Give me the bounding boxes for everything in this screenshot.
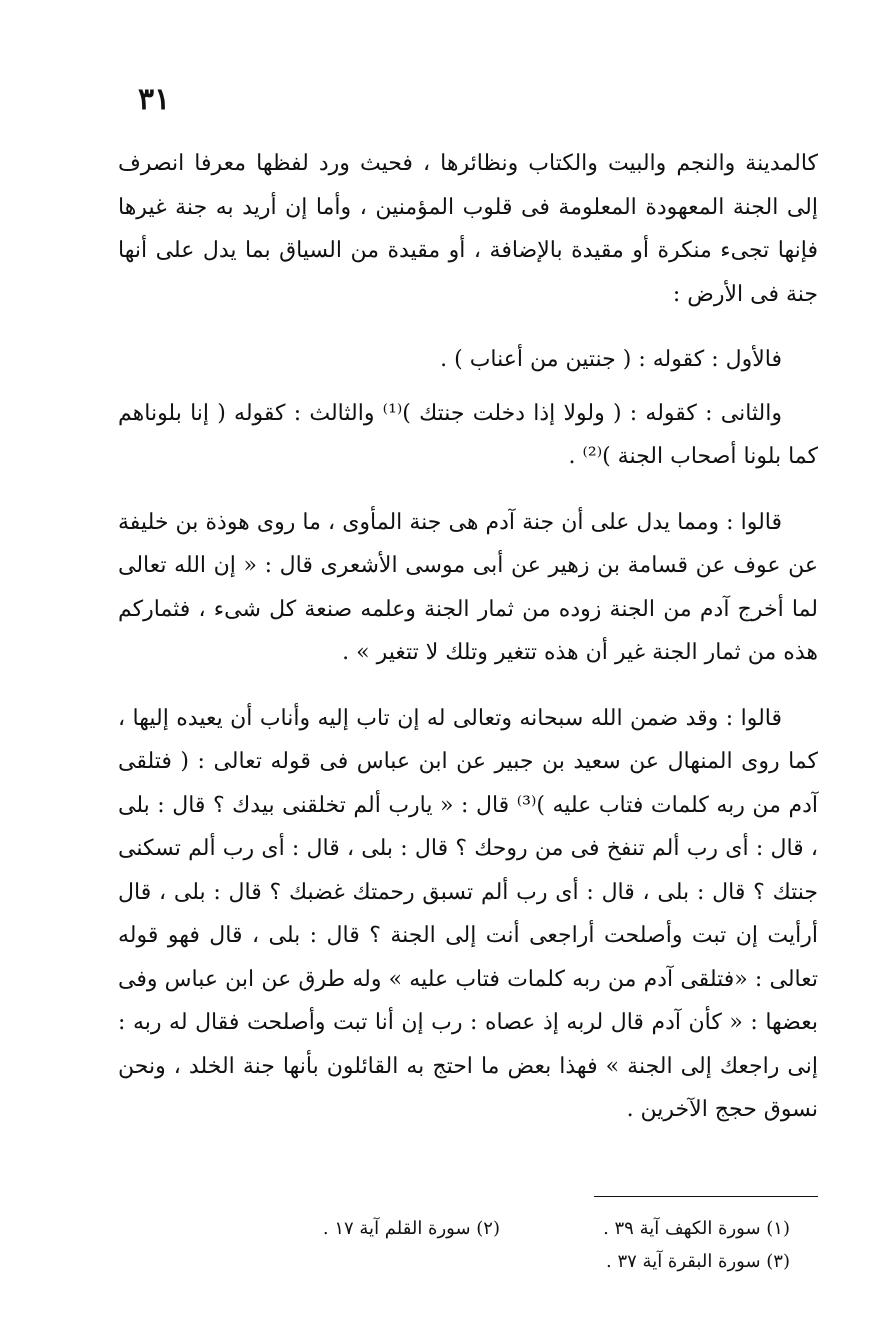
paragraph-hawdha-narration: قالوا : ومما يدل على أن جنة آدم هى جنة المأوى ، ما روى هوذة بن خليفة عن عوف عن قسامة بن زهير عن أبى موسى الأشعرى قال : « إن الله تعالى لما أخرج آدم من الجنة زوده من ثمار الجنة وعلمه صنعة كل شىء ، فثماركم هذه من ثمار الجنة غير أن هذه تتغير وتلك لا تتغير » . bbox=[118, 509, 818, 665]
footnote-divider bbox=[594, 1196, 818, 1197]
paragraph-intro: كالمدينة والنجم والبيت والكتاب ونظائرها ، فحيث ورد لفظها معرفا انصرف إلى الجنة المعهودة المعلومة فى قلوب المؤمنين ، وأما إن أريد به جنة غيرها فإنها تجىء منكرة أو مقيدة بالإضافة ، أو مقيدة من السياق بما يدل على أنها جنة فى الأرض : bbox=[118, 151, 818, 307]
paragraph-second-third-case: والثانى : كقوله : ( ولولا إذا دخلت جنتك )⁽¹⁾ والثالث : كقوله ( إنا بلوناهم كما بلونا أصحاب الجنة )⁽²⁾ . bbox=[118, 400, 818, 469]
main-text bbox=[118, 142, 818, 1132]
footnote-3: (٣) سورة البقرة آية ٣٧ . bbox=[606, 1251, 790, 1272]
page-number: ٣١ bbox=[138, 82, 171, 117]
footnotes bbox=[250, 1212, 790, 1278]
footnote-2: (٢) سورة القلم آية ١٧ . bbox=[322, 1218, 500, 1239]
paragraph-minhal-narration: قالوا : وقد ضمن الله سبحانه وتعالى له إن تاب إليه وأناب أن يعيده إليها ، كما روى المنهال عن سعيد بن جبير عن ابن عباس فى قوله تعالى : ( فتلقى آدم من ربه كلمات فتاب عليه )⁽³⁾ قال : « يارب ألم تخلقنى بيدك ؟ قال : بلى ، قال : أى رب ألم تنفخ فى من روحك ؟ قال : بلى ، قال : أى رب ألم تسكنى جنتك ؟ قال : بلى ، قال : أى رب ألم تسبق رحمتك غضبك ؟ قال : بلى ، قال أرأيت إن تبت وأصلحت أراجعى أنت إلى الجنة ؟ قال : بلى ، قال فهو قوله تعالى : «فتلقى آدم من ربه كلمات فتاب عليه » وله طرق عن ابن عباس وفى بعضها : « كأن آدم قال لربه إذ عصاه : رب إن أنا تبت وأصلحت فقال له ربه : إنى راجعك إلى الجنة » فهذا بعض ما احتج به القائلون بأنها جنة الخلد ، ونحن نسوق حجج الآخرين . bbox=[118, 705, 818, 1122]
footnote-1: (١) سورة الكهف آية ٣٩ . bbox=[603, 1218, 790, 1239]
paragraph-first-case: فالأول : كقوله : ( جنتين من أعناب ) . bbox=[440, 347, 782, 372]
